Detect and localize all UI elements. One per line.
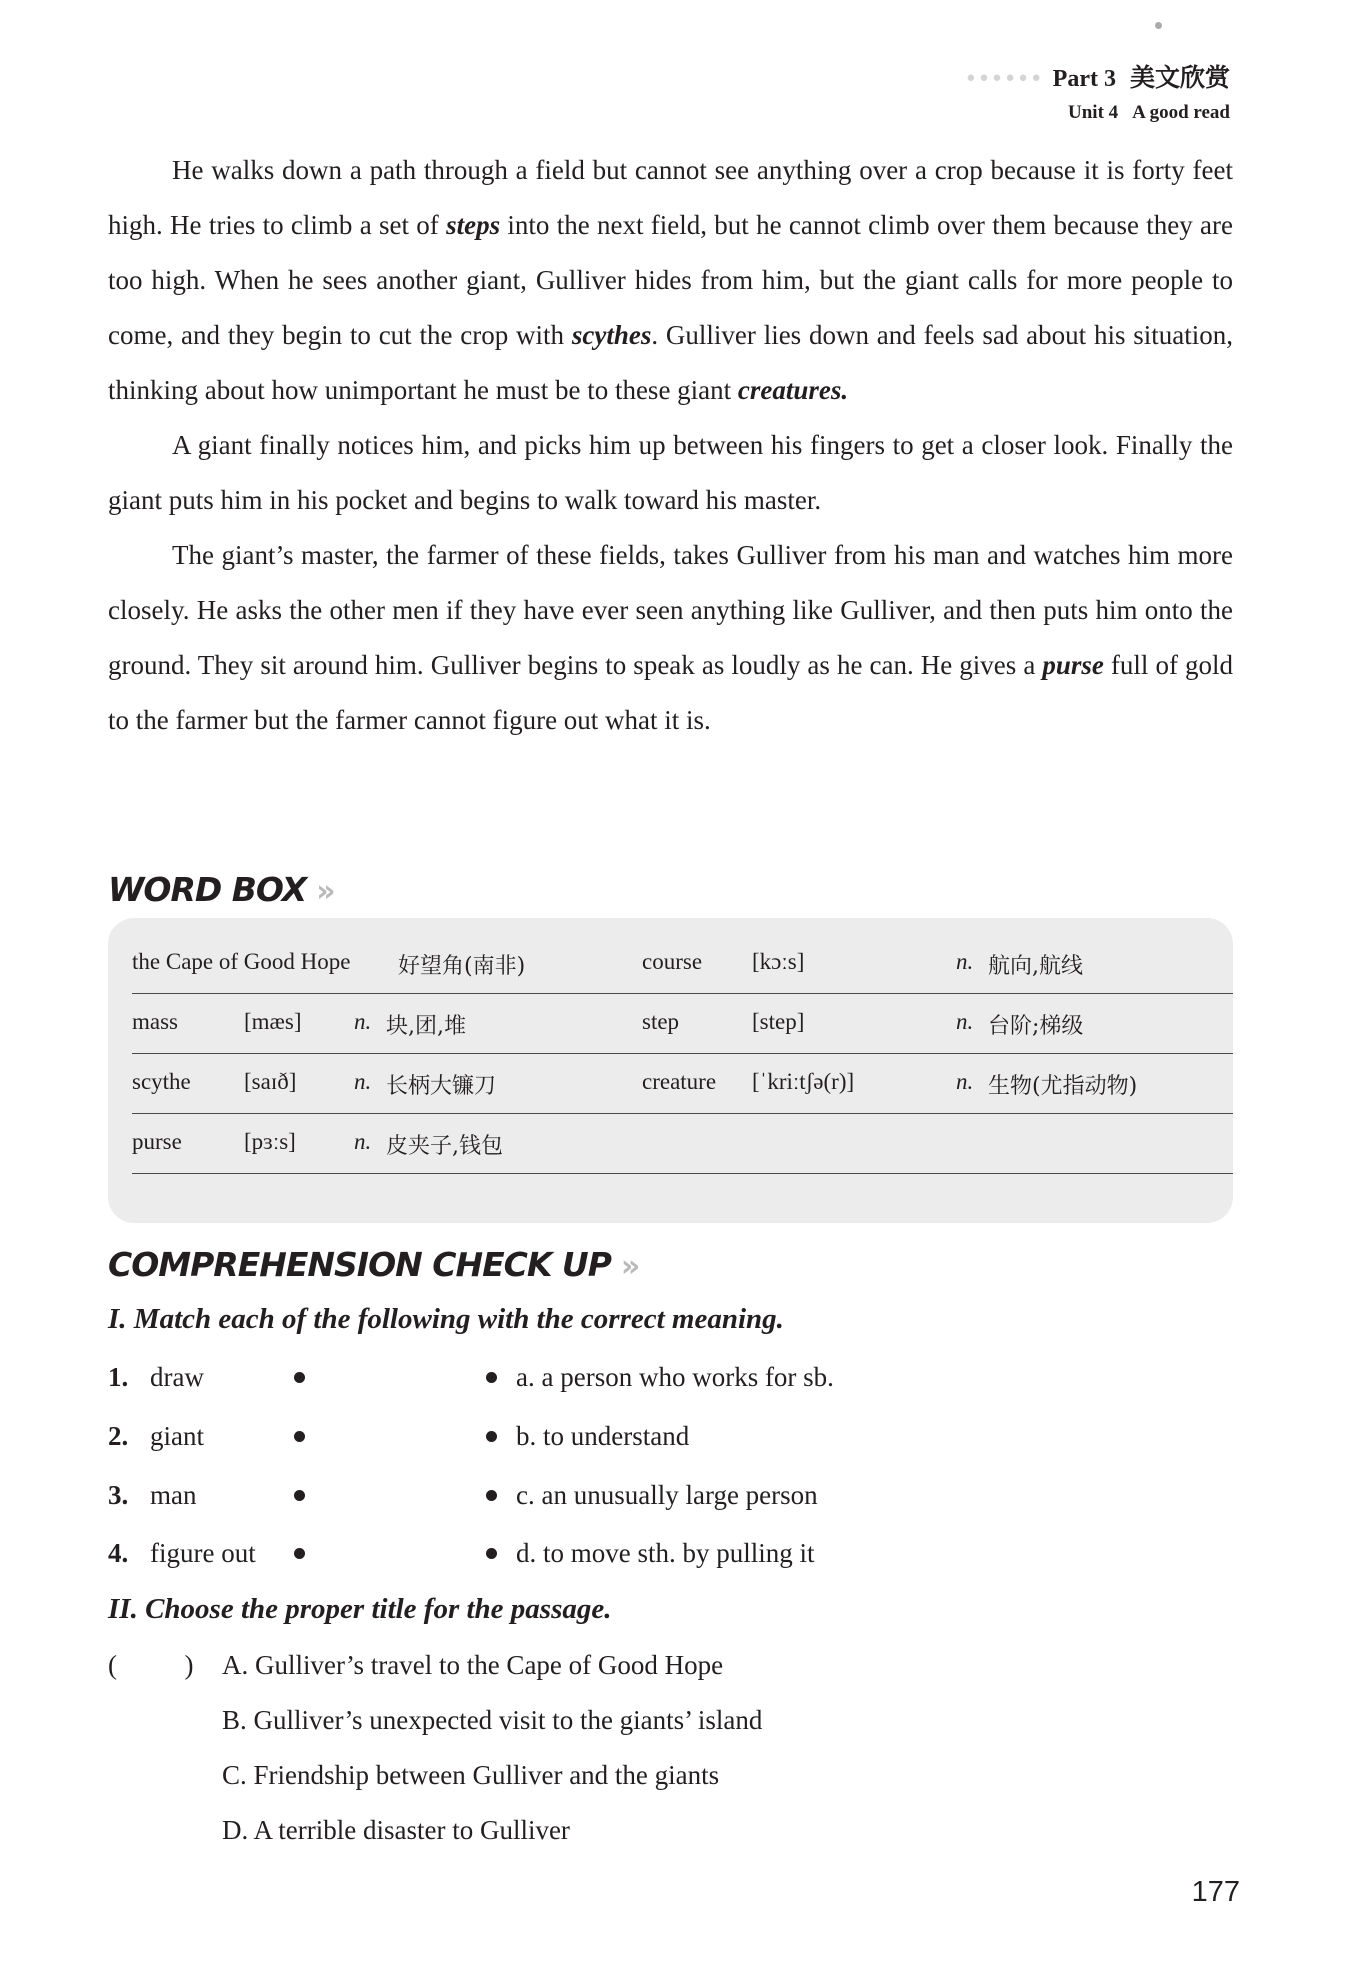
match-dot-right[interactable] (486, 1490, 497, 1501)
vocab-scythes: scythes (571, 320, 652, 350)
match-item: 1. draw a. a person who works for sb. (108, 1362, 834, 1392)
match-dot-right[interactable] (486, 1372, 497, 1383)
title-option-d: D. A terrible disaster to Gulliver (222, 1815, 570, 1845)
word-box-heading: WORD BOX » (108, 870, 335, 909)
chevron-icon: » (620, 1249, 640, 1284)
vocab-purse: purse (1042, 650, 1104, 680)
page-number: 177 (1191, 1876, 1240, 1908)
match-dot-left[interactable] (294, 1372, 305, 1383)
title-option-b: B. Gulliver’s unexpected visit to the giants’ island (222, 1705, 763, 1735)
comprehension-heading: COMPREHENSION CHECK UP » (108, 1245, 640, 1284)
answer-blank[interactable]: ( ) (108, 1650, 194, 1680)
match-dot-right[interactable] (486, 1431, 497, 1442)
vocab-creatures: creatures (737, 375, 842, 405)
match-item: 2. giant b. to understand (108, 1421, 690, 1451)
header-unit-title: A good read (1132, 102, 1230, 123)
title-option-a: A. Gulliver’s travel to the Cape of Good Hope (222, 1650, 724, 1680)
header-dots-decoration: ●●●●●● (966, 70, 1045, 86)
word-box-row: purse [pɜːs] n. 皮夹子,钱包 (132, 1113, 1233, 1174)
header-unit-line (966, 102, 1230, 124)
header-part-line (966, 58, 1230, 94)
corner-dot (1155, 22, 1162, 29)
part1-instruction: I. Match each of the following with the correct meaning. (108, 1303, 784, 1335)
match-dot-left[interactable] (294, 1431, 305, 1442)
title-option-c: C. Friendship between Gulliver and the giants (222, 1760, 720, 1790)
match-item: 4. figure out d. to move sth. by pulling it (108, 1538, 815, 1568)
match-dot-right[interactable] (486, 1548, 497, 1559)
word-box-row: scythe [saɪð] n. 长柄大镰刀 creature [ˈkriːtʃə(r)] n. 生物(尤指动物) (132, 1053, 1233, 1114)
passage-paragraph-3: The giant’s master, the farmer of these fields, takes Gulliver from his man and watches him more closely. He asks the other men if they have ever seen anything like Gulliver, and then puts him onto the ground. They sit around him. Gulliver begins to speak as loudly as he can. He gives a purse full of gold to the farmer but the farmer cannot figure out what it is. (108, 540, 1234, 735)
passage (108, 143, 1233, 748)
match-item: 3. man c. an unusually large person (108, 1480, 818, 1510)
word-box-row: mass [mæs] n. 块,团,堆 step [step] n. 台阶;梯级 (132, 993, 1233, 1054)
chevron-icon: » (316, 874, 335, 909)
header-part-cn: 美文欣赏 (1129, 65, 1230, 92)
part2-instruction: II. Choose the proper title for the passage. (108, 1593, 612, 1625)
match-dot-left[interactable] (294, 1548, 305, 1559)
passage-paragraph-1: He walks down a path through a field but cannot see anything over a crop because it is forty feet high. He tries to climb a set of steps into the next field, but he cannot climb over them because they are too high. When he sees another giant, Gulliver hides from him, but the giant calls for more people to come, and they begin to cut the crop with scythes. Gulliver lies down and feels sad about his situation, thinking about how unimportant he must be to these giant creatures. (108, 155, 1234, 405)
header-part: Part 3 (1052, 66, 1116, 92)
passage-paragraph-2: A giant finally notices him, and picks him up between his fingers to get a closer look. Finally the giant puts him in his pocket and begins to walk toward his master. (108, 430, 1233, 515)
match-dot-left[interactable] (294, 1490, 305, 1501)
word-box (108, 918, 1233, 1223)
word-box-row: the Cape of Good Hope 好望角(南非) course [kɔːs] n. 航向,航线 (132, 933, 1233, 994)
header-unit: Unit 4 (1068, 102, 1119, 123)
running-header (966, 58, 1230, 124)
vocab-steps: steps (446, 210, 501, 240)
